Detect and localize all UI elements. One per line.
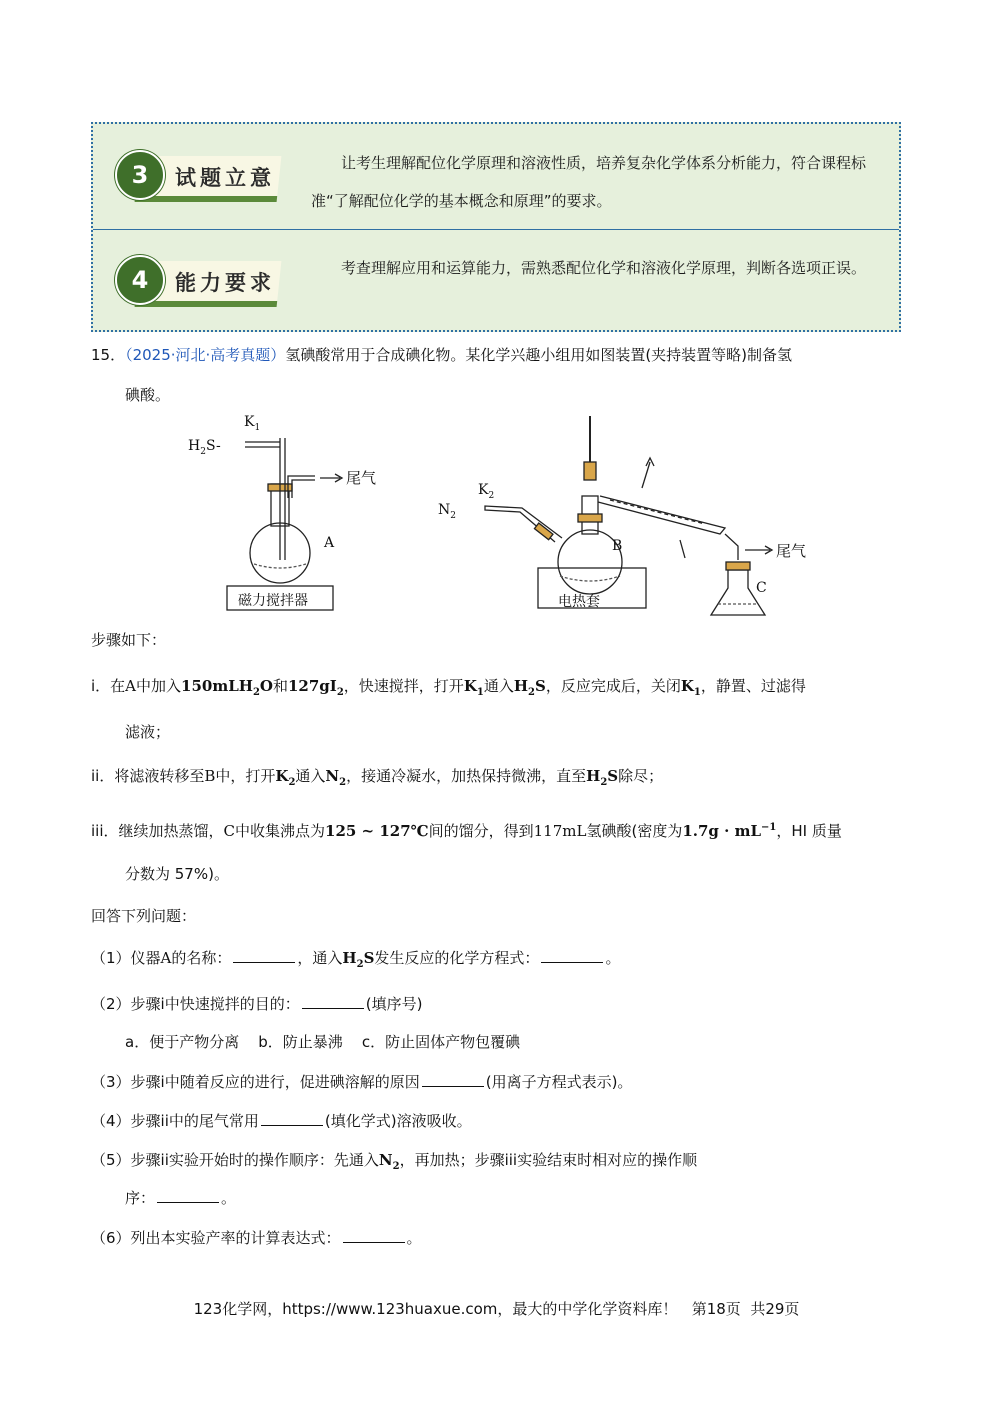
thermo-stopper [584,462,596,480]
badge-number: 3 [115,150,165,200]
step-iii-text: iii．继续加热蒸馏， [91,822,224,840]
water-in [680,540,685,558]
answer-blank[interactable] [422,1072,484,1087]
answer-blank[interactable] [157,1188,219,1203]
label-a: A [324,535,335,551]
info-row-ability [93,229,899,332]
k1-label: $K_1$ [244,414,261,433]
answer-blank[interactable] [541,948,603,963]
adapter [725,534,738,560]
outlet-tube-a [288,476,315,498]
step-ii-text: 通入 [295,767,326,785]
step-i-text: 中加入 [136,677,182,695]
step-ii-text: ii．将滤液转移至 [91,767,205,785]
step-i-text: 和 [272,677,288,695]
question-source[interactable]: （2025·河北·高考真题） [125,346,286,364]
subquestion-5-continued: 序： 。 [125,1189,237,1207]
ability-badge [115,253,285,311]
step-i-text: ，快速搅拌，打开 [343,677,464,695]
boiling-range: 125 ~ 127℃ [325,822,429,840]
step-i-text: i．在 [91,677,126,695]
info-box [91,122,901,332]
answer-blank[interactable] [233,948,295,963]
question-stem [91,343,792,367]
step-i [91,674,806,705]
question-number: 15． [91,346,126,364]
subquestion-1: （1）仪器A的名称： ，通入$H_2S$发生反应的化学方程式： 。 [91,949,621,970]
label-c: C [756,580,767,596]
tail-gas-label-2: 尾气 [776,542,807,560]
heater-label: 电热套 [558,594,600,610]
steps-title: 步骤如下： [91,631,167,649]
subquestion-2: （2）步骤i中快速搅拌的目的： (填序号) [91,995,423,1013]
step-ii [91,764,663,795]
liquid-a [254,564,306,568]
step-i-a: A [125,677,137,695]
h2s-label: $H_2S-$ [188,438,221,457]
answer-blank[interactable] [261,1111,323,1126]
n2-label: $N_2$ [438,502,456,521]
step-ii-text: 除尽； [618,767,664,785]
stopper-c [726,562,750,570]
step-ii-text: 中，打开 [215,767,276,785]
stem-text: 氢碘酸常用于合成碘化物。某化学兴趣小组用如图装置(夹持装置等略)制备氢 [285,346,793,364]
h2s-formula: $H_2S$ [513,677,546,698]
badge-label: 试题立意 [175,165,275,190]
step-i-text: ，静置、过滤得 [700,677,806,695]
step-iii-c: C [223,822,235,840]
stopper-b [578,514,602,522]
k2-label: $K_2$ [478,482,495,501]
apparatus-figure [180,410,820,620]
tail-gas-label-1: 尾气 [346,469,377,487]
intent-text: 让考生理解配位化学原理和溶液性质，培养复杂化学体系分析能力，符合课程标准“了解配位化学的基本概念和原理”的要求。 [311,154,867,210]
n2-formula: $N_2$ [325,767,347,788]
step-iii-text: 中收集沸点为 [235,822,326,840]
k2-formula: $K_2$ [275,767,296,788]
density-value: $1.7g \cdot mL^{-1}$ [682,822,777,840]
answer-title: 回答下列问题： [91,907,197,925]
step-iii-text: 氢碘酸(密度为 [586,822,683,840]
h2s-inlet [245,442,280,447]
subquestion-5: （5）步骤ii实验开始时的操作顺序：先通入$N_2$，再加热；步骤iii实验结束时相对应的操作顺 [91,1151,698,1172]
subquestion-4: （4）步骤ii中的尾气常用 (填化学式)溶液吸收。 [91,1112,472,1130]
ability-text: 考查理解应用和运算能力，需熟悉配位化学和溶液化学原理，判断各选项正误。 [341,259,867,277]
step-iii [91,816,842,843]
liquid-b [560,576,620,581]
step-iii-continued: 分数为 57%)。 [125,865,229,883]
water-amount: 150mLH$_2$O [181,677,273,698]
step-iii-text: 间的馏分，得到 [428,822,534,840]
subquestion-3: （3）步骤i中随着反应的进行，促进碘溶解的原因 (用离子方程式表示)。 [91,1073,633,1091]
step-i-continued: 滤液； [125,723,171,741]
k1-formula: $K_1$ [680,677,701,698]
volume-value: 117mL [533,822,587,840]
intent-badge [115,148,285,206]
stirrer-label: 磁力搅拌器 [238,593,308,609]
step-iii-text: ，HI 质量 [776,822,842,840]
subquestion-6: （6）列出本实验产率的计算表达式： 。 [91,1229,422,1247]
h2s-formula: $H_2S$ [586,767,619,788]
badge-label: 能力要求 [175,270,275,295]
subquestion-2-options: a．便于产物分离 b．防止暴沸 c．防止固体产物包覆碘 [125,1033,521,1051]
info-row-intent [93,124,899,230]
step-ii-text: ，接通冷凝水，加热保持微沸，直至 [346,767,587,785]
answer-blank[interactable] [302,994,364,1009]
label-b: B [612,538,623,554]
k1-formula: $K_1$ [463,677,484,698]
answer-blank[interactable] [343,1228,405,1243]
iodine-amount: $127gI_2$ [288,677,344,698]
step-i-text: ，反应完成后，关闭 [545,677,681,695]
step-ii-b: B [204,767,216,785]
page-footer: 123化学网，https://www.123huaxue.com，最大的中学化学资料库！ 第18页 共29页 [193,1300,800,1318]
stem-continued: 碘酸。 [125,386,171,404]
badge-number: 4 [115,255,165,305]
step-i-text: 通入 [483,677,514,695]
